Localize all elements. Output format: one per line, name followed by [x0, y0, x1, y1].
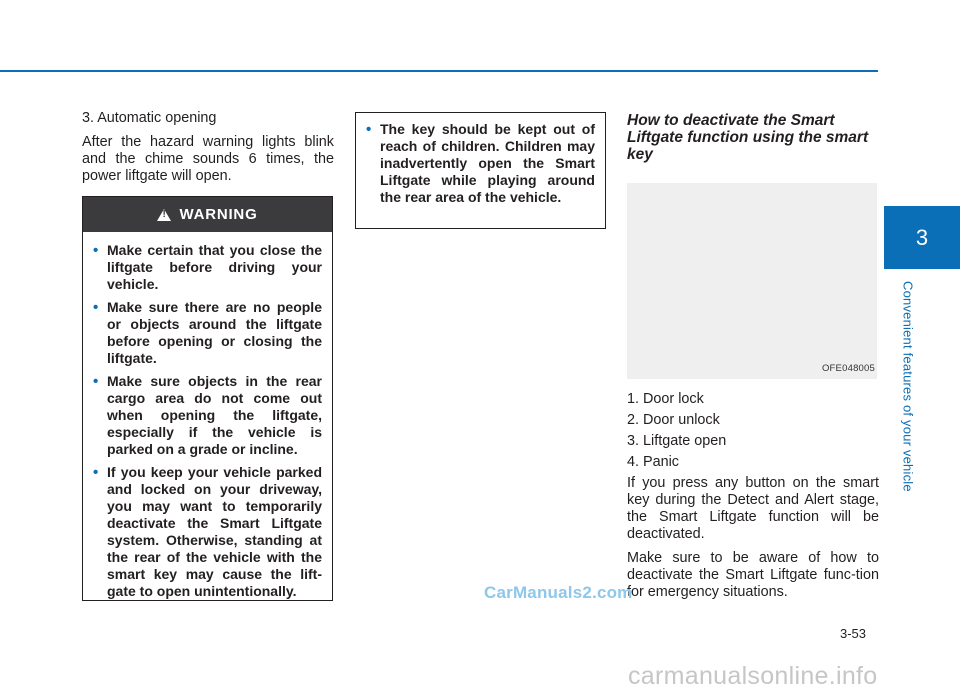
- step-text: After the hazard warning lights blink and the chime sounds 6 times, the power liftgate will open.: [82, 134, 334, 184]
- button-list-item: 3. Liftgate open: [627, 433, 727, 449]
- carmanuals-watermark[interactable]: CarManuals2.com: [484, 583, 633, 602]
- chapter-title: [896, 268, 920, 504]
- warning-triangle-icon: [157, 209, 171, 221]
- warning-header-label: WARNING: [179, 206, 258, 223]
- section-heading: How to deactivate the Smart Liftgate function using the smart key: [627, 112, 869, 163]
- right-column: [627, 110, 879, 608]
- warning-list: [83, 232, 332, 600]
- warning-header: [83, 197, 332, 232]
- chapter-tab: [884, 206, 960, 269]
- button-list-item: 1. Door lock: [627, 391, 704, 407]
- caution-item: • The key should be kept out of reach of children. Children may inadvertently open the Smart Liftgate while playing around the rear area of the vehicle.: [366, 121, 595, 206]
- warning-item: • Make sure objects in the rear cargo area do not come out when opening the liftgate, especially if the vehicle is parked on a grade or incline.: [93, 373, 322, 458]
- warning-item: • Make certain that you close the liftgate before driving your vehicle.: [93, 242, 322, 293]
- caution-list: [356, 113, 605, 206]
- left-column: [82, 110, 334, 192]
- warning-item: • If you keep your vehicle parked and locked on your driveway, you may want to temporarily deactivate the Smart Liftgate system. Otherwise, standing at the rear of the vehicle with the smart key may cause the lift-gate to open unintentionally.: [93, 464, 322, 600]
- button-list-item: 4. Panic: [627, 454, 679, 470]
- children-caution-box: [355, 112, 606, 229]
- awareness-paragraph: Make sure to be aware of how to deactivate the Smart Liftgate func-tion for emergency situations.: [627, 550, 879, 600]
- figure-code: OFE048005: [821, 363, 875, 374]
- button-list-item: 2. Door unlock: [627, 412, 720, 428]
- deactivate-paragraph: If you press any button on the smart key during the Detect and Alert stage, the Smart Liftgate function will be deactivated.: [627, 475, 879, 542]
- page-number: 3-53: [840, 626, 867, 641]
- chapter-title-text: Convenient features of your vehicle: [900, 280, 916, 492]
- footer-watermark[interactable]: carmanualsonline.info: [628, 662, 878, 690]
- top-rule: [0, 70, 878, 72]
- step-title: 3. Automatic opening: [82, 110, 217, 126]
- smart-key-figure: [627, 183, 877, 379]
- warning-box: [82, 196, 333, 601]
- chapter-number: 3: [915, 224, 929, 250]
- warning-item: • Make sure there are no people or objects around the liftgate before opening or closing the liftgate.: [93, 299, 322, 367]
- button-list: [627, 391, 879, 471]
